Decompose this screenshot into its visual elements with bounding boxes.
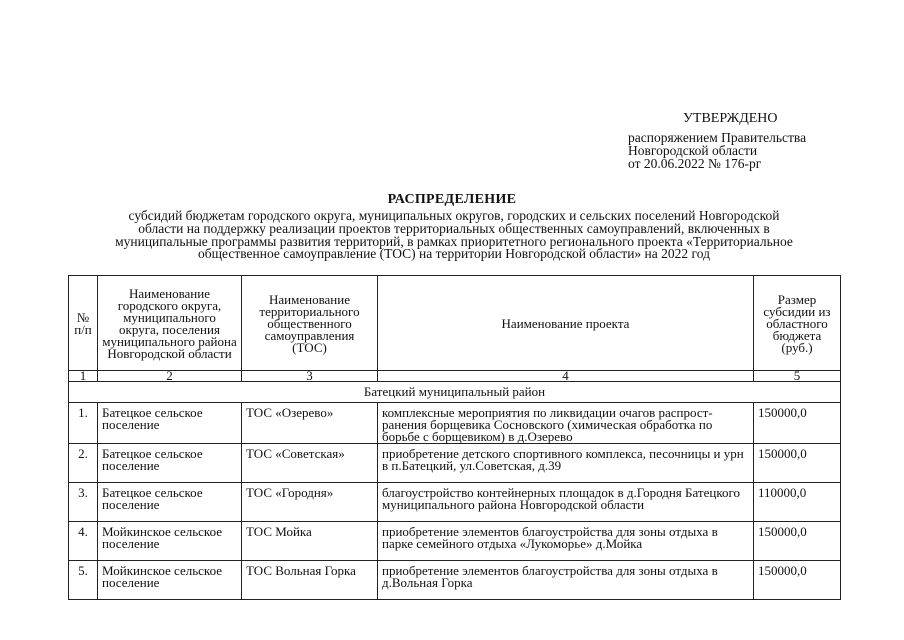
column-header-tos: Наименование территориального общественного самоуправления (ТОС) <box>242 276 378 371</box>
row-settlement: Мойкинское сельское поселение <box>98 561 242 600</box>
approval-heading: УТВЕРЖДЕНО <box>683 111 778 126</box>
subtitle-line: субсидий бюджетам городского округа, муниципальных округов, городских и сельских поселений Новгородской <box>128 208 780 223</box>
distribution-table <box>68 275 841 600</box>
row-settlement: Батецкое сельское поселение <box>98 483 242 522</box>
row-number: 3. <box>69 483 98 522</box>
table-row <box>69 483 841 522</box>
subtitle-line: общественное самоуправление (ТОС) на территории Новгородской области» на 2022 год <box>198 246 710 262</box>
row-settlement: Мойкинское сельское поселение <box>98 522 242 561</box>
column-number: 2 <box>98 371 242 382</box>
row-tos: ТОС «Озерево» <box>242 403 378 444</box>
table-row <box>69 444 841 483</box>
column-number: 3 <box>242 371 378 382</box>
table-row <box>69 561 841 600</box>
row-settlement: Батецкое сельское поселение <box>98 403 242 444</box>
section-title: Батецкий муниципальный район <box>69 382 841 403</box>
row-tos: ТОС Мойка <box>242 522 378 561</box>
subtitle-line: муниципальные программы развития территорий, в рамках приоритетного регионального проекта «Территориальное <box>115 233 793 249</box>
column-number: 5 <box>754 371 841 382</box>
row-project: приобретение детского спортивного комплекса, песочницы и урн в п.Батецкий, ул.Советская, д.39 <box>378 444 754 483</box>
approval-line: распоряжением Правительства <box>628 130 807 145</box>
row-number: 4. <box>69 522 98 561</box>
column-number: 4 <box>378 371 754 382</box>
row-tos: ТОС Вольная Горка <box>242 561 378 600</box>
table-header-row <box>69 276 841 371</box>
section-row <box>69 382 841 403</box>
row-number: 5. <box>69 561 98 600</box>
column-number-row <box>69 371 841 382</box>
row-amount: 150000,0 <box>754 561 841 600</box>
row-amount: 150000,0 <box>754 403 841 444</box>
approval-line: от 20.06.2022 № 176-рг <box>628 156 762 171</box>
row-amount: 150000,0 <box>754 522 841 561</box>
row-settlement: Батецкое сельское поселение <box>98 444 242 483</box>
document-title: РАСПРЕДЕЛЕНИЕ <box>387 192 517 207</box>
table-row <box>69 522 841 561</box>
row-project: благоустройство контейнерных площадок в д.Городня Батецкого муниципального района Новгородской области <box>378 483 754 522</box>
row-number: 2. <box>69 444 98 483</box>
row-project: приобретение элементов благоустройства для зоны отдыха в д.Вольная Горка <box>378 561 754 600</box>
column-header-settlement: Наименование городского округа, муниципального округа, поселения муниципального района Новгородской области <box>98 276 242 371</box>
column-header-amount: Размер субсидии из областного бюджета (руб.) <box>754 276 841 371</box>
document-subtitle <box>80 210 828 261</box>
row-project: приобретение элементов благоустройства для зоны отдыха в парке семейного отдыха «Лукоморье» д.Мойка <box>378 522 754 561</box>
row-amount: 150000,0 <box>754 444 841 483</box>
row-number: 1. <box>69 403 98 444</box>
row-project: комплексные мероприятия по ликвидации очагов распрост-ранения борщевика Сосновского (химическая обработка по борьбе с борщевиком) в д.Озерево <box>378 403 754 444</box>
row-amount: 110000,0 <box>754 483 841 522</box>
column-header-project: Наименование проекта <box>378 276 754 371</box>
table-row <box>69 403 841 444</box>
approval-line: Новгородской области <box>628 143 758 158</box>
approval-block <box>628 112 806 170</box>
column-number: 1 <box>69 371 98 382</box>
subtitle-line: области на поддержку реализации проектов территориальных общественных самоуправлений, включенных в <box>138 220 770 236</box>
column-header-number: № п/п <box>69 276 98 371</box>
row-tos: ТОС «Городня» <box>242 483 378 522</box>
row-tos: ТОС «Советская» <box>242 444 378 483</box>
